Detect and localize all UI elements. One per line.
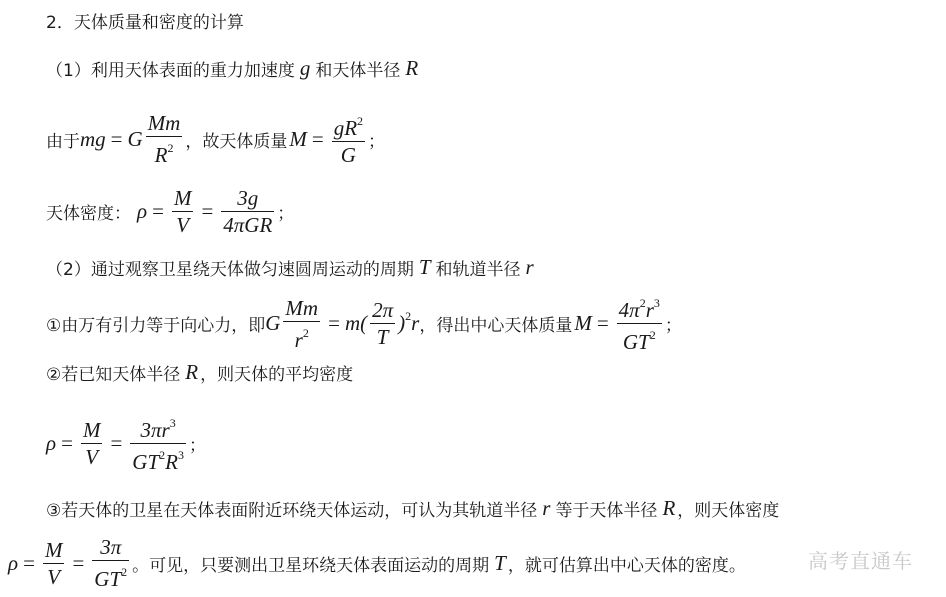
section-heading <box>46 8 244 33</box>
watermark: 高考直通车 <box>808 549 913 573</box>
equals-sign: = <box>23 550 35 575</box>
symbol-R: R <box>405 56 419 80</box>
equals-sign: = <box>152 199 164 223</box>
p4-label: ③若天体的卫星在天体表面附近环绕天体运动，可认为其轨道半径 <box>46 501 538 521</box>
eq1-M: M <box>289 126 307 151</box>
equals-sign: = <box>201 199 214 223</box>
p1-label: （1）利用天体表面的重力加速度 <box>46 61 295 81</box>
equals-sign: = <box>110 126 123 151</box>
p4-tail: ，则天体密度 <box>677 501 780 521</box>
symbol-rho: ρ <box>137 199 148 223</box>
equation-central-force: ①由万有引力等于向心力，即 G $\frac{Mm}{r^2}$ = m( $\frac{2\pi}{T}$ )$^2$r ，得出中心天体质量 M = $\frac{4\pi^2r^3}{GT^2}$ ； <box>46 292 682 355</box>
eq1-end: ； <box>368 131 386 152</box>
eq1-prefix: 由于 <box>46 131 80 152</box>
equation-average-density <box>46 412 206 475</box>
eq3-G: G <box>265 311 281 335</box>
symbol-g: g <box>299 56 311 80</box>
symbol-rho: ρ <box>8 550 19 575</box>
p3-tail: ，则天体的平均密度 <box>200 365 354 385</box>
eq3-text: ，得出中心天体质量 <box>419 316 573 336</box>
eq5-tail: ，就可估算出中心天体的密度。 <box>507 555 746 576</box>
paragraph-3 <box>46 360 353 385</box>
p3-label: ②若已知天体半径 <box>46 365 181 385</box>
paragraph-1 <box>46 56 418 81</box>
eq2-end: ； <box>277 204 295 224</box>
fraction-3pi-GT2: $\frac{3\pi}{GT^2}$ <box>94 535 128 591</box>
fraction-4pi2r3-GT2: $\frac{4\pi^2r^3}{GT^2}$ <box>618 296 660 354</box>
fraction-3pir3-GT2R3: $\frac{3\pi r^3}{GT^2R^3}$ <box>132 416 184 474</box>
equation-gravity <box>46 110 385 168</box>
equals-sign: = <box>110 431 123 455</box>
paragraph-4 <box>46 496 779 521</box>
paragraph-2 <box>46 255 534 280</box>
eq3-M: M <box>574 311 592 335</box>
symbol-r: r <box>525 255 534 279</box>
eq5-text: 。可见，只要测出卫星环绕天体表面运动的周期 <box>132 555 490 576</box>
fraction-gR2-G: $\frac{gR^2}{G}$ <box>333 114 364 167</box>
eq2-prefix: 天体密度： <box>46 204 131 224</box>
symbol-rho: ρ <box>46 431 57 455</box>
eq1-lhs: mg <box>80 126 106 151</box>
eq3-end: ； <box>664 316 682 336</box>
fraction-Mm-r2: $\frac{Mm}{r^2}$ <box>285 295 319 352</box>
p4-mid: 等于天体半径 <box>555 501 658 521</box>
symbol-r: r <box>542 496 551 520</box>
eq3-prefix: ①由万有引力等于向心力，即 <box>46 316 266 336</box>
fraction-M-V: $\frac{M}{V}$ <box>82 418 101 469</box>
equals-sign: = <box>311 126 324 151</box>
symbol-R: R <box>185 360 199 384</box>
fraction-3g-4piGR: $\frac{3g}{\text{4πGR}}$ <box>223 186 273 237</box>
p2-mid: 和轨道半径 <box>435 260 521 280</box>
symbol-R: R <box>662 496 676 520</box>
p1-mid: 和天体半径 <box>315 61 401 81</box>
equals-sign: = <box>61 431 73 455</box>
p2-label: （2）通过观察卫星绕天体做匀速圆周运动的周期 <box>46 260 414 280</box>
eq1-G: G <box>127 126 143 151</box>
fraction-2pi-T: $\frac{2\pi}{T}$ <box>372 298 394 349</box>
symbol-T: T <box>494 550 506 575</box>
heading-text: 2．天体质量和密度的计算 <box>46 13 244 33</box>
eq4-end: ； <box>188 436 206 456</box>
eq1-text: ，故天体质量 <box>185 131 288 152</box>
fraction-Mm-R2: $\frac{Mm}{R^2}$ <box>147 111 181 167</box>
equation-density <box>46 185 294 238</box>
equals-sign: = <box>596 311 609 335</box>
equals-sign: = <box>72 550 85 575</box>
equals-sign: = <box>328 311 340 335</box>
fraction-M-V: $\frac{M}{V}$ <box>44 537 63 589</box>
eq3-m: m( <box>344 311 368 335</box>
symbol-T: T <box>418 255 431 279</box>
fraction-M-V: $\frac{M}{V}$ <box>173 186 192 237</box>
equation-surface-density <box>8 534 746 592</box>
